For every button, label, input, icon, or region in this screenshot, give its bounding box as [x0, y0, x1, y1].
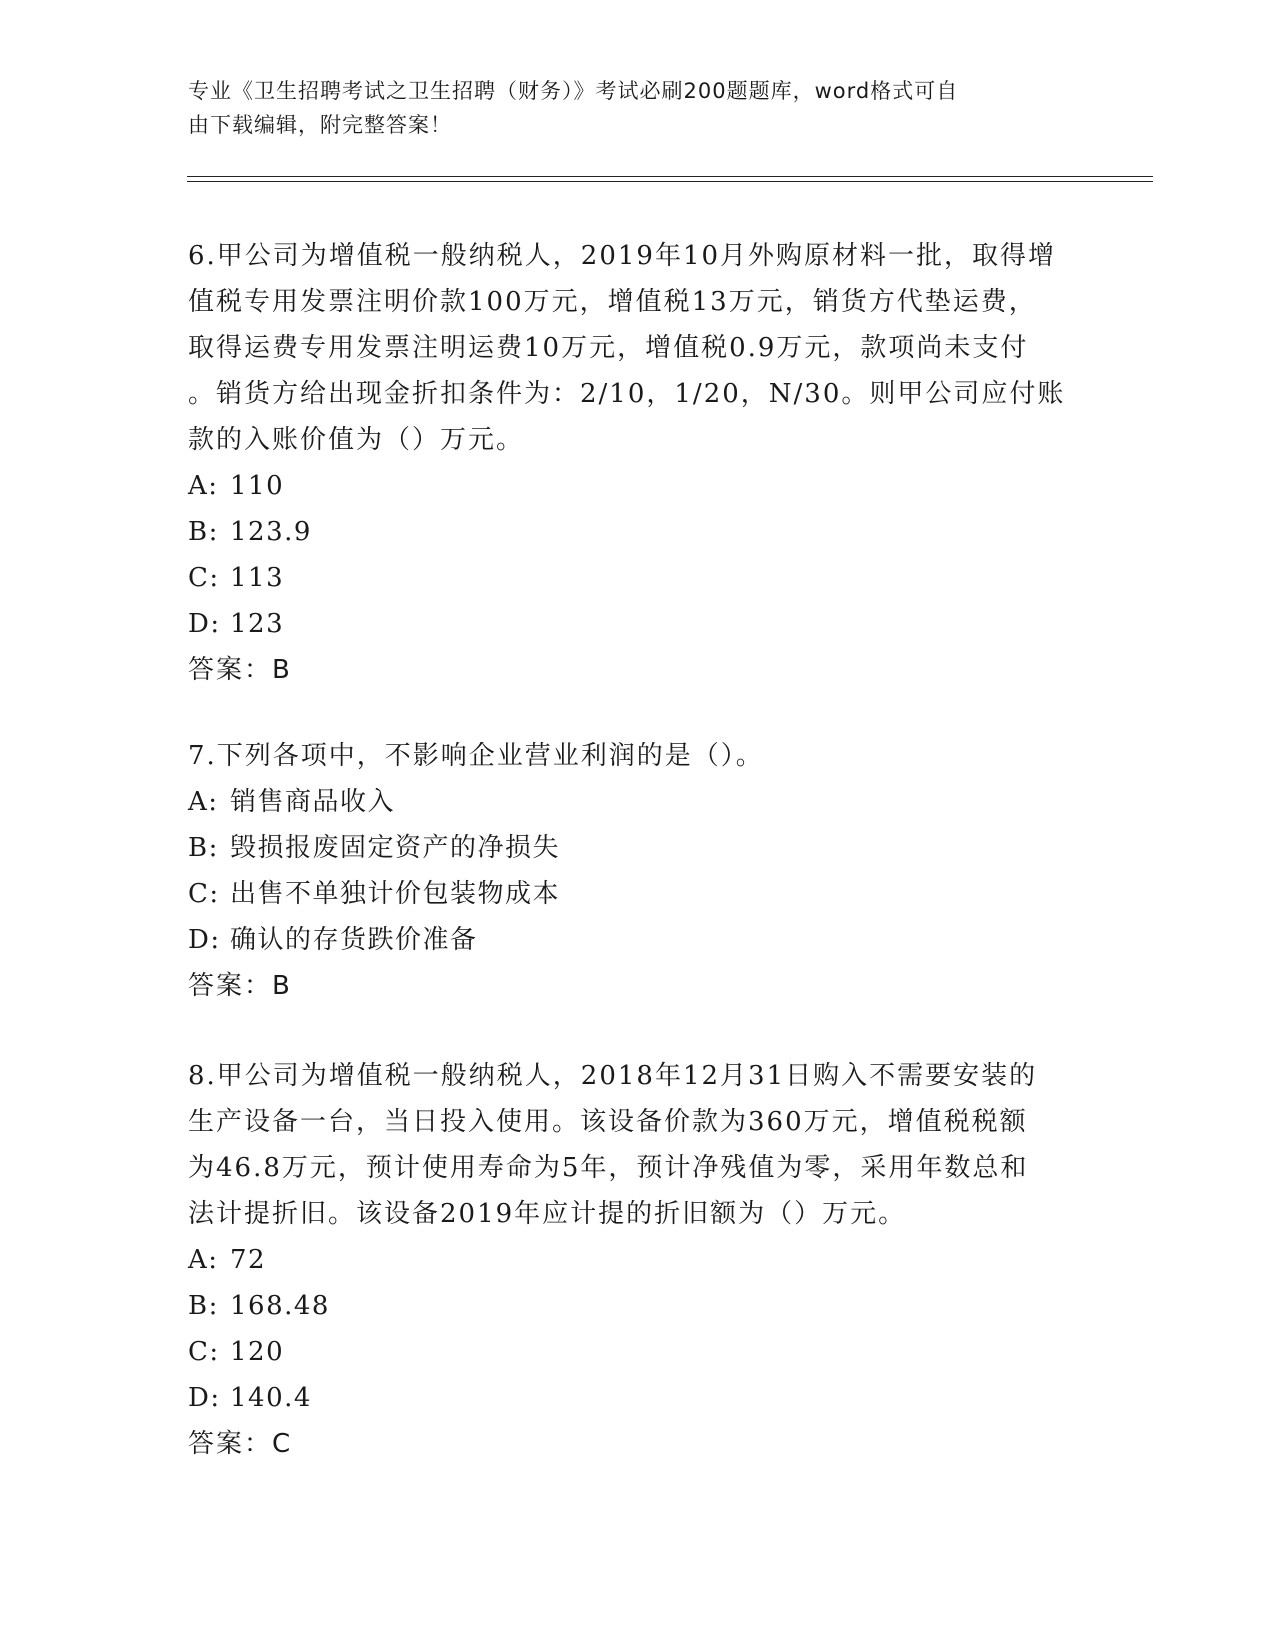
option-a — [188, 779, 1088, 825]
question-stem — [188, 1053, 1088, 1237]
option-label: C: — [188, 1337, 220, 1367]
option-text: 113 — [230, 563, 285, 593]
option-c — [188, 1329, 1088, 1375]
option-label: B: — [188, 833, 219, 863]
option-label: A: — [188, 471, 219, 501]
option-b — [188, 1283, 1088, 1329]
option-text: 72 — [230, 1245, 267, 1275]
option-a — [188, 1237, 1088, 1283]
option-c — [188, 555, 1088, 601]
stem-line: 值税专用发票注明价款100万元，增值税13万元，销货方代垫运费， — [188, 287, 1037, 317]
stem-line: 生产设备一台，当日投入使用。该设备价款为360万元，增值税税额 — [188, 1107, 1028, 1137]
option-text: 140.4 — [230, 1383, 312, 1413]
stem-line: 取得运费专用发票注明运费10万元，增值税0.9万元，款项尚未支付 — [188, 333, 1029, 363]
answer-line: 答案：B — [188, 971, 292, 1001]
answer-line: 答案：C — [188, 1429, 293, 1459]
question-7 — [188, 733, 1088, 1009]
document-header — [188, 74, 1068, 142]
question-8 — [188, 1053, 1088, 1467]
option-d — [188, 1375, 1088, 1421]
question-stem — [188, 233, 1088, 463]
option-text: 毁损报废固定资产的净损失 — [230, 833, 561, 863]
option-label: D: — [188, 609, 221, 639]
header-divider — [187, 176, 1153, 177]
option-a — [188, 463, 1088, 509]
stem-line: 为46.8万元，预计使用寿命为5年，预计净残值为零，采用年数总和 — [188, 1153, 1029, 1183]
option-label: D: — [188, 925, 221, 955]
option-d — [188, 917, 1088, 963]
stem-line: 7.下列各项中，不影响企业营业利润的是（）。 — [188, 741, 764, 771]
stem-line: 6.甲公司为增值税一般纳税人，2019年10月外购原材料一批，取得增 — [188, 241, 1057, 271]
option-label: C: — [188, 563, 220, 593]
stem-line: 。销货方给出现金折扣条件为：2/10，1/20，N/30。则甲公司应付账 — [188, 379, 1066, 409]
option-text: 168.48 — [230, 1291, 330, 1321]
stem-line: 款的入账价值为（）万元。 — [188, 425, 525, 455]
option-label: B: — [188, 1291, 219, 1321]
answer-line: 答案：B — [188, 655, 292, 685]
option-d — [188, 601, 1088, 647]
option-text: 123 — [230, 609, 285, 639]
option-label: A: — [188, 787, 219, 817]
header-line: 由下载编辑，附完整答案！ — [188, 113, 452, 137]
option-text: 出售不单独计价包装物成本 — [230, 879, 561, 909]
option-text: 110 — [230, 471, 285, 501]
header-divider — [187, 181, 1153, 182]
question-6 — [188, 233, 1088, 693]
stem-line: 法计提折旧。该设备2019年应计提的折旧额为（）万元。 — [188, 1199, 907, 1229]
option-label: A: — [188, 1245, 219, 1275]
option-label: C: — [188, 879, 220, 909]
option-b — [188, 509, 1088, 555]
option-text: 销售商品收入 — [230, 787, 396, 817]
option-text: 确认的存货跌价准备 — [230, 925, 478, 955]
question-stem — [188, 733, 1088, 779]
option-text: 123.9 — [230, 517, 312, 547]
option-text: 120 — [230, 1337, 285, 1367]
header-line: 专业《卫生招聘考试之卫生招聘（财务）》考试必刷200题题库，word格式可自 — [188, 79, 959, 103]
option-b — [188, 825, 1088, 871]
option-label: D: — [188, 1383, 221, 1413]
option-c — [188, 871, 1088, 917]
option-label: B: — [188, 517, 219, 547]
stem-line: 8.甲公司为增值税一般纳税人，2018年12月31日购入不需要安装的 — [188, 1061, 1038, 1091]
